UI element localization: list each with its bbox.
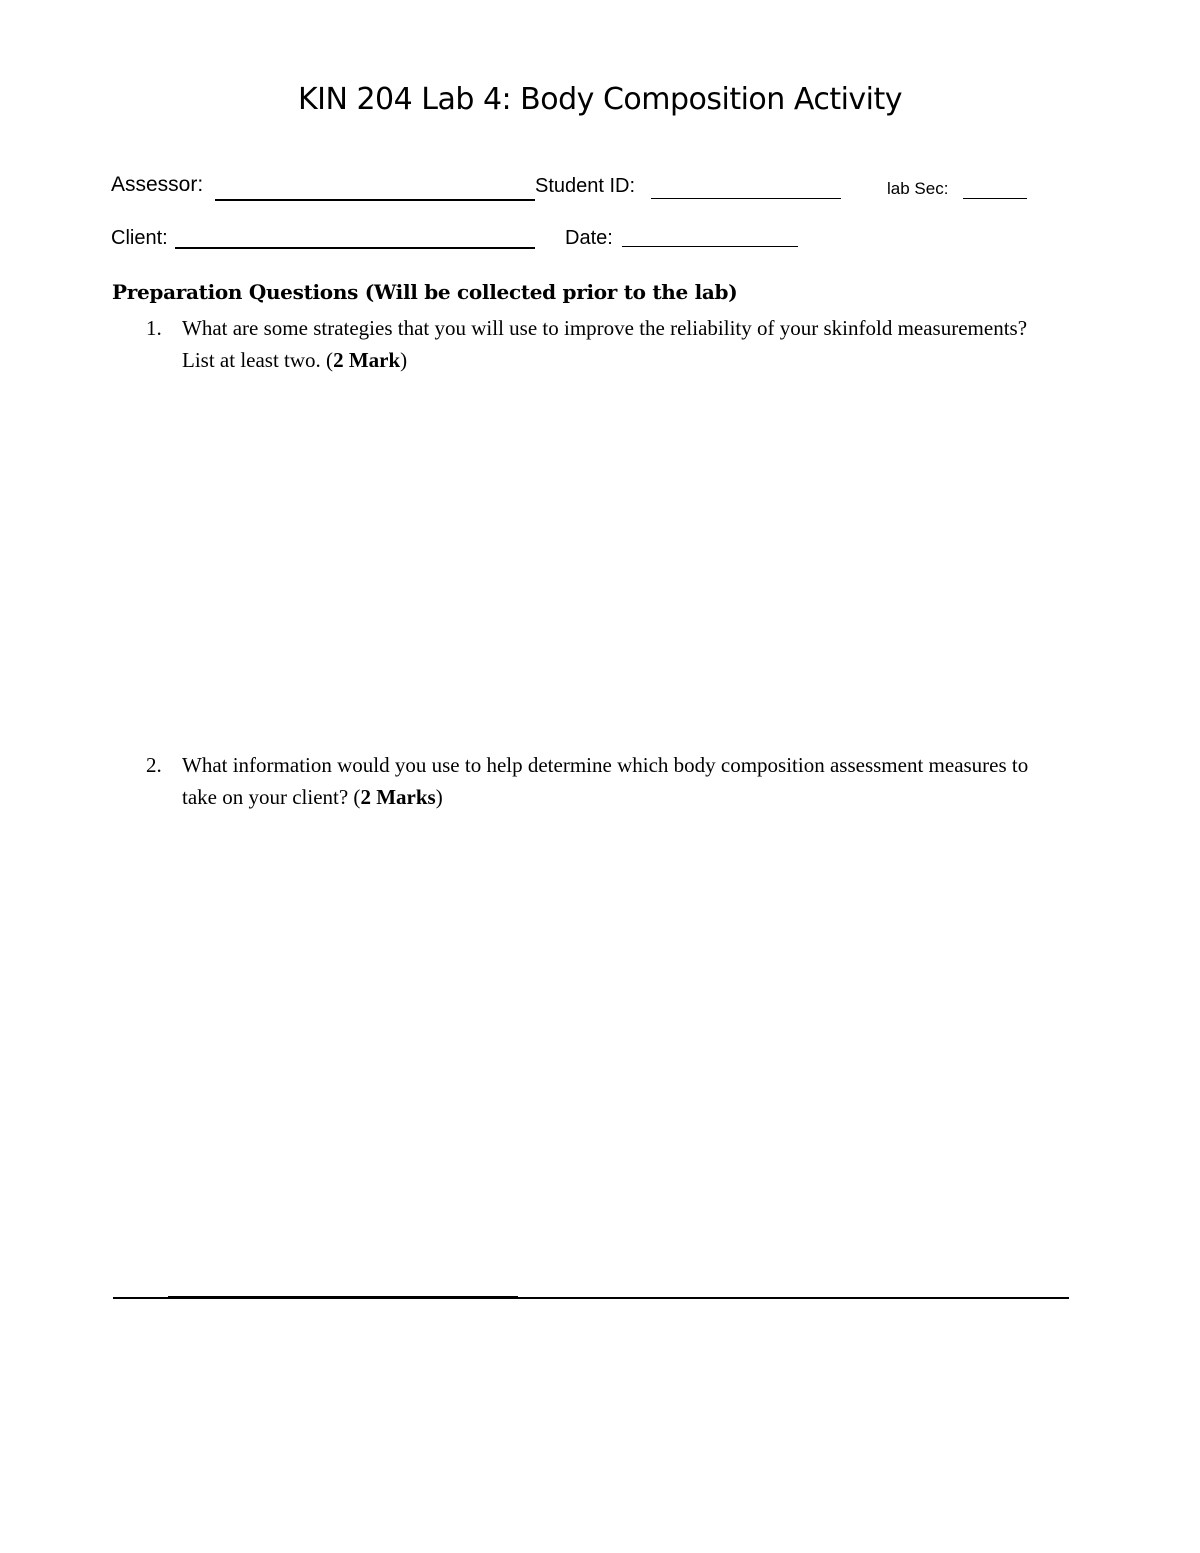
client-label: Client:	[111, 227, 168, 249]
question-number: 1.	[146, 316, 162, 340]
date-blank[interactable]	[622, 246, 798, 247]
student-id-label: Student ID:	[535, 175, 636, 197]
assessor-label: Assessor:	[111, 173, 204, 196]
date-label: Date:	[565, 227, 613, 249]
question-number: 2.	[146, 753, 162, 777]
student-id-blank[interactable]	[651, 198, 841, 199]
client-blank[interactable]	[175, 247, 535, 249]
question-2	[146, 749, 1046, 813]
question-marks: 2 Mark	[333, 348, 401, 372]
lab-sec-label: lab Sec:	[887, 179, 949, 198]
question-text: What are some strategies that you will use to improve the reliability of your skinfold measurements? List at least two. (2 Mark)	[182, 316, 1028, 372]
question-marks: 2 Marks	[360, 785, 436, 809]
question-text: What information would you use to help determine which body composition assessment measures to take on your client? (2 Marks)	[182, 753, 1029, 809]
bottom-divider-bold-segment	[168, 1296, 518, 1299]
assessor-blank[interactable]	[215, 199, 535, 201]
lab-sec-blank[interactable]	[963, 198, 1027, 199]
section-heading: Preparation Questions (Will be collected prior to the lab)	[112, 280, 738, 304]
page-title: KIN 204 Lab 4: Body Composition Activity	[297, 82, 903, 117]
question-1	[146, 312, 1046, 376]
